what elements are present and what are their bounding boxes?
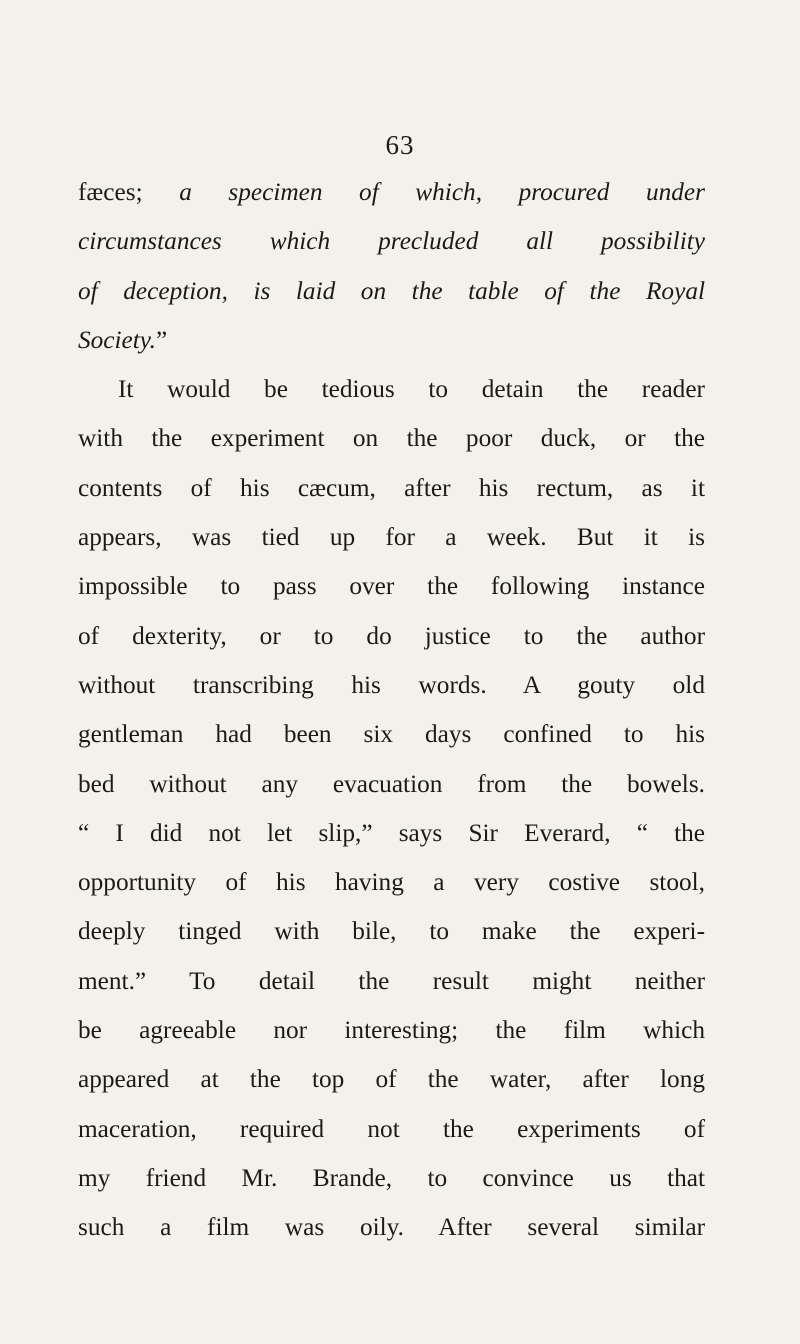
text-line bbox=[78, 562, 705, 611]
text-line bbox=[78, 316, 705, 365]
roman-text: of dexterity, or to do justice to the author bbox=[78, 621, 705, 650]
roman-text: such a film was oily. After several similar bbox=[78, 1213, 705, 1242]
text-line bbox=[78, 1055, 705, 1104]
roman-text: maceration, required not the experiments of bbox=[78, 1114, 705, 1143]
text-line bbox=[78, 1006, 705, 1055]
text-line bbox=[78, 957, 705, 1006]
text-line bbox=[78, 710, 705, 759]
body-text bbox=[78, 168, 705, 1253]
roman-text: It would be tedious to detain the reader bbox=[118, 375, 705, 404]
text-line bbox=[78, 1203, 705, 1252]
roman-text: appeared at the top of the water, after long bbox=[78, 1065, 705, 1094]
text-line bbox=[78, 464, 705, 513]
roman-text: ment.” To detail the result might neither bbox=[78, 966, 705, 995]
page-number: 63 bbox=[385, 130, 415, 160]
roman-text: ” bbox=[155, 325, 168, 354]
text-line bbox=[78, 513, 705, 562]
text-line bbox=[78, 217, 705, 266]
roman-text: fæces; bbox=[78, 178, 180, 206]
text-line bbox=[78, 809, 705, 858]
roman-text: deeply tinged with bile, to make the experi- bbox=[78, 917, 705, 946]
text-line bbox=[78, 661, 705, 710]
roman-text: impossible to pass over the following instance bbox=[78, 572, 705, 601]
text-line bbox=[78, 267, 705, 316]
text-line bbox=[78, 907, 705, 956]
roman-text: without transcribing his words. A gouty old bbox=[78, 670, 705, 699]
roman-text: be agreeable nor interesting; the film which bbox=[78, 1016, 705, 1045]
italic-text: Society. bbox=[78, 325, 156, 354]
text-line bbox=[78, 858, 705, 907]
text-line bbox=[78, 168, 705, 217]
roman-text: with the experiment on the poor duck, or the bbox=[78, 424, 705, 453]
roman-text: bed without any evacuation from the bowels. bbox=[78, 769, 705, 798]
text-line bbox=[78, 414, 705, 463]
roman-text: gentleman had been six days confined to his bbox=[78, 720, 705, 749]
text-line bbox=[78, 365, 705, 414]
roman-text: contents of his cæcum, after his rectum, as it bbox=[78, 473, 705, 502]
italic-text: of deception, is laid on the table of the Royal bbox=[78, 276, 705, 305]
text-line bbox=[78, 1154, 705, 1203]
italic-text: circumstances which precluded all possibility bbox=[78, 227, 705, 256]
text-line bbox=[78, 1105, 705, 1154]
italic-text: a specimen of which, procured under bbox=[179, 178, 706, 206]
roman-text: opportunity of his having a very costive stool, bbox=[78, 868, 705, 897]
roman-text: my friend Mr. Brande, to convince us that bbox=[78, 1163, 705, 1192]
text-line bbox=[78, 760, 705, 809]
roman-text: appears, was tied up for a week. But it is bbox=[78, 523, 705, 552]
text-line bbox=[78, 612, 705, 661]
roman-text: “ I did not let slip,” says Sir Everard, “ the bbox=[78, 818, 705, 847]
